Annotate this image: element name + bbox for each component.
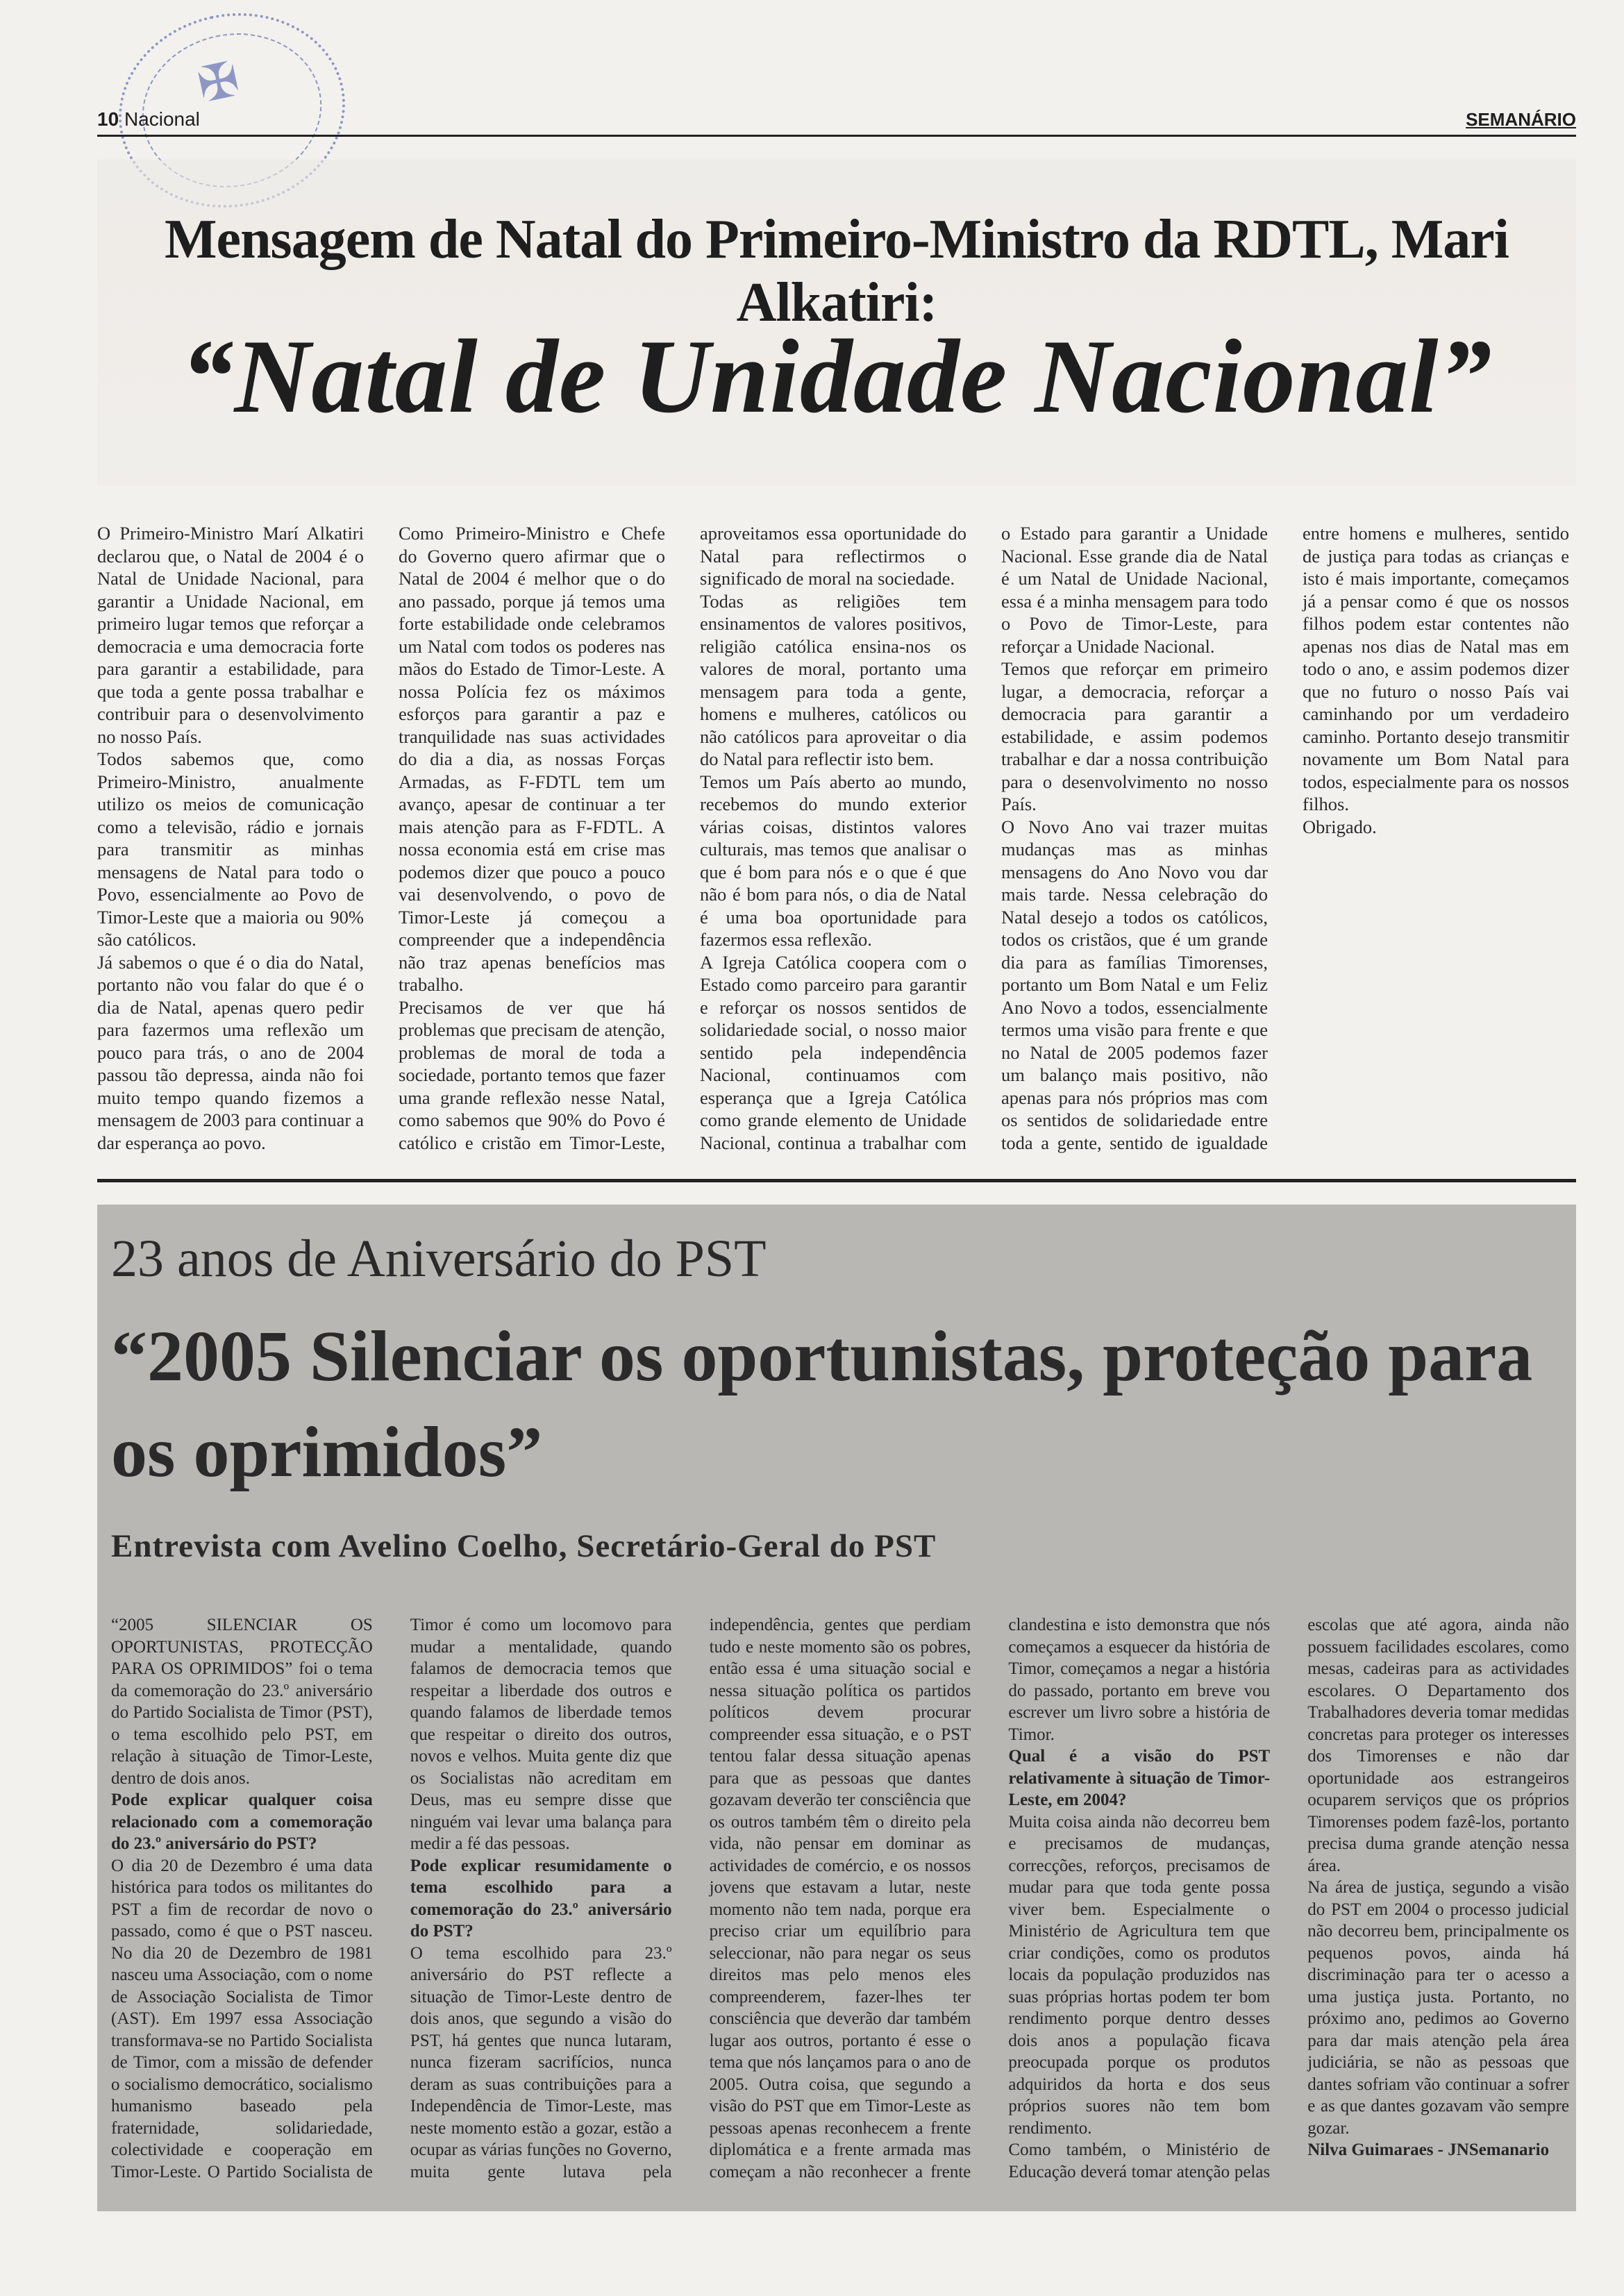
article1-paragraph: O Primeiro-Ministro Marí Alkatiri declarou que, o Natal de 2004 é o Natal de Unidade Nacional, para garantir a Unidade Nacional, em primeiro lugar temos que reforçar a democracia e uma democracia forte para garantir a estabilidade, para que toda a gente possa trabalhar e contribuir para o desenvolvimento no nosso País.	[97, 523, 364, 747]
article2-paragraph: O tema escolhido para 23.º aniversário do PST reflecte a situação de Timor-Leste dentro de dois anos, que segundo a visão do PST, há gentes que nunca lutaram, nunca fizeram sacrifícios, nunca deram as suas contribuições para a Independência de Timor-Leste, mas neste momento estão a gozar, estão a ocupar as várias funções no Governo, muita gente lutava pela independência, gentes que perdiam tudo e neste momento são os pobres, então essa é uma situação social e nessa situação política os partidos políticos devem procurar compreender essa situação, e o PST tentou falar dessa situação apenas para que as pessoas que dantes gozavam deverão ter consciência que os outros também têm o direito pela vida, não pensar em dominar as actividades de comércio, e os nossos jovens que estavam a lutar, neste momento não tem nada, porque era preciso criar um equilíbrio para seleccionar, não para negar os seus direitos mas pelo menos eles compreenderem, fazer-lhes ter consciência que deverão dar também lugar aos outros, portanto é esse o tema que nós lançamos para o ano de 2005. Outra coisa, que segundo a visão do PST que em Timor-Leste as pessoas apenas reconhecem a frente diplomática e a frente armada mas começam a não reconhecer a frente clandestina e isto demonstra que nós começamos a esquecer da história de Timor, começamos a negar a história do passado, portanto em breve vou escrever um livro sobre a história de Timor.	[410, 1616, 1271, 2181]
article2-kicker: 23 anos de Aniversário do PST	[111, 1230, 767, 1288]
article1-headline: “Natal de Unidade Nacional”	[181, 318, 1493, 435]
stamp-emblem-icon: ✠	[192, 49, 244, 115]
article1-paragraph: O Novo Ano vai trazer muitas mudanças mas as minhas mensagens do Ano Novo vou dar mais tarde. Nessa celebração do Natal desejo a todos os católicos, todos os cristãos, que é um grande dia para as famílias Timorenses, portanto um Bom Natal e um Feliz Ano Novo a todos, essencialmente termos uma visão para frente e que no Natal de 2005 podemos fazer um balanço mais positivo, não apenas para nós próprios mas com os sentidos de solidariedade entre toda a gente, sentido de igualdade entre homens e mulheres, sentido de justiça para todas as crianças e isto é mais importante, começamos já a pensar como é que os nossos filhos podem estar contentes não apenas nos dias de Natal mas em todo o ano, e assim podemos dizer que no futuro o nosso País vai caminhando por um verdadeiro caminho. Portanto desejo transmitir novamente um Bom Natal para todos, especialmente para os nossos filhos.	[1001, 523, 1569, 1153]
article2-paragraph: Na área de justiça, segundo a visão do PST em 2004 o processo judicial não decorreu bem, principalmente os pequenos povos, ainda há discriminação para ter o acesso a uma justiça justa. Portanto, no próximo ano, pedimos ao Governo para dar mais atenção pela área judiciária, se não as pessoas que dantes sofriam vão continuar a sofrer e as que dantes gozavam vão sempre gozar.	[1307, 1878, 1569, 2138]
interview-question: Pode explicar resumidamente o tema escolhido para a comemoração do 23.º aniversário do PST?	[410, 1856, 672, 1941]
article1-body	[97, 522, 1569, 1175]
article2-paragraph: O dia 20 de Dezembro é uma data histórica para todos os militantes do PST a fim de recordar de novo o passado, como é que o PST nasceu. No dia 20 de Dezembro de 1981 nasceu uma Associação, com o nome de Associação Socialista de Timor (AST). Em 1997 essa Associação transformava-se no Partido Socialista de Timor, com a missão de defender o socialismo democrático, socialismo humanismo baseado pela fraternidade, solidariedade, colectividade e cooperação em Timor-Leste. O Partido Socialista de Timor é como um locomovo para mudar a mentalidade, quando falamos de democracia temos que respeitar a liberdade dos outros e quando falamos de liberdade temos que respeitar o direito dos outros, novos e velhos. Muita gente diz que os Socialistas não acreditam em Deus, mas eu sempre disse que ninguém vai levar uma balança para medir a fé das pessoas.	[111, 1616, 672, 2181]
article2-paragraph: “2005 SILENCIAR OS OPORTUNISTAS, PROTECÇÃO PARA OS OPRIMIDOS” foi o tema da comemoração do 23.º aniversário do Partido Socialista de Timor (PST), o tema escolhido pelo PST, em relação à situação de Timor-Leste, dentro de dois anos.	[111, 1616, 373, 1788]
header-left	[97, 108, 200, 131]
publication-name: SEMANÁRIO	[1466, 109, 1576, 130]
article1-paragraph: Temos que reforçar em primeiro lugar, a democracia, reforçar a democracia para garantir a estabilidade, e assim podemos trabalhar e dar a nossa contribuição para o desenvolvimento no nosso País.	[1001, 658, 1268, 814]
article1-paragraph: Todas as religiões tem ensinamentos de valores positivos, religião católica ensina-nos os valores de moral, portanto uma mensagem para toda a gente, homens e mulheres, católicos ou não católicos para aproveitar o dia do Natal para reflectir isto bem.	[700, 590, 966, 769]
article2-headline: “2005 Silenciar os oportunistas, proteção para os oprimidos”	[111, 1316, 1533, 1492]
article2-paragraph: Como também, o Ministério de Educação deverá tomar atenção pelas escolas que até agora, ainda não possuem facilidades escolares, como mesas, cadeiras para as actividades escolares. O Departamento dos Trabalhadores deveria tomar medidas concretas para proteger os interesses dos Timorenses e não dar oportunidade aos estrangeiros ocuparem serviços que os próprios Timorenses podem fazê-los, portanto precisa duma grande atenção nessa área.	[1008, 1616, 1569, 2181]
article2-signature: Nilva Guimaraes - JNSemanario	[1307, 2140, 1550, 2159]
article1-paragraph: Precisamos de ver que há problemas que precisam de atenção, problemas de moral de toda a sociedade, portanto temos que fazer uma grande reflexão nesse Natal, como sabemos que 90% do Povo é católico e cristão em Timor-Leste, aproveitamos essa oportunidade do Natal para reflectirmos o significado de moral na sociedade.	[399, 523, 966, 1153]
interview-question: Qual é a visão do PST relativamente à situação de Timor-Leste, em 2004?	[1008, 1747, 1271, 1809]
page-header	[97, 104, 1576, 137]
article1-paragraph: Obrigado.	[1303, 816, 1377, 837]
section-divider	[97, 1179, 1576, 1182]
article1-paragraph: Como Primeiro-Ministro e Chefe do Governo quero afirmar que o Natal de 2004 é melhor que o do ano passado, porque já temos uma forte estabilidade onde celebramos um Natal com todos os poderes nas mãos do Estado de Timor-Leste. A nossa Polícia fez os máximos esforços para garantir a paz e tranquilidade nas suas actividades do dia a dia, as nossas Forças Armadas, as F-FDTL tem um avanço, apesar de continuar a ter mais atenção para as F-FDTL. A nossa economia está em crise mas podemos dizer que pouco a pouco vai desenvolvendo, o povo de Timor-Leste já começou a compreender que a independência não traz apenas benefícios mas trabalho.	[399, 523, 665, 995]
article2-paragraph: Muita coisa ainda não decorreu bem e precisamos de mudanças, correcções, reforços, precisamos de mudar para que toda gente possa viver bem. Especialmente o Ministério de Agricultura tem que criar condições, como os produtos locais da população produzidos nas suas próprias hortas podem ter bom rendimento porque dentro desses dois anos a população ficava preocupada porque os produtos adquiridos da horta e dos seus próprios suores não tem bom rendimento.	[1008, 1812, 1271, 2138]
article1-paragraph: Todos sabemos que, como Primeiro-Ministro, anualmente utilizo os meios de comunicação como a televisão, rádio e jornais para transmitir as minhas mensagens de Natal para todo o Povo, essencialmente ao Povo de Timor-Leste que a maioria ou 90% são católicos.	[97, 748, 364, 950]
article2-subtitle: Entrevista com Avelino Coelho, Secretário-Geral do PST	[111, 1528, 937, 1564]
interview-question: Pode explicar qualquer coisa relacionado com a comemoração do 23.º aniversário do PST?	[111, 1791, 373, 1853]
article1-paragraph: Já sabemos o que é o dia do Natal, portanto não vou falar do que é o dia de Natal, apenas quero pedir para fazermos uma reflexão um pouco para trás, o ano de 2004 passou tão depressa, ainda não foi muito tempo quando fizemos a mensagem de 2003 para continuar a dar esperança ao povo.	[97, 951, 364, 1153]
article1-kicker: Mensagem de Natal do Primeiro-Ministro da RDTL, Mari Alkatiri:	[165, 209, 1509, 333]
section-name: Nacional	[124, 108, 200, 130]
article1-paragraph: Temos um País aberto ao mundo, recebemos do mundo exterior várias coisas, distintos valores culturais, mas temos que analisar o que é bom para nós e o que é que não é bom para nós, o dia de Natal é uma boa oportunidade para fazermos essa reflexão.	[700, 771, 966, 950]
page-number: 10	[97, 108, 119, 130]
article2-body	[111, 1614, 1569, 2204]
article1-paragraph: A Igreja Católica coopera com o Estado como parceiro para garantir e reforçar os nossos sentidos de solidariedade social, o nosso maior sentido pela independência Nacional, continuamos com esperança que a Igreja Católica como grande elemento de Unidade Nacional, continua a trabalhar com o Estado para garantir a Unidade Nacional. Esse grande dia de Natal é um Natal de Unidade Nacional, essa é a minha mensagem para todo o Povo de Timor-Leste, para reforçar a Unidade Nacional.	[700, 523, 1268, 1153]
